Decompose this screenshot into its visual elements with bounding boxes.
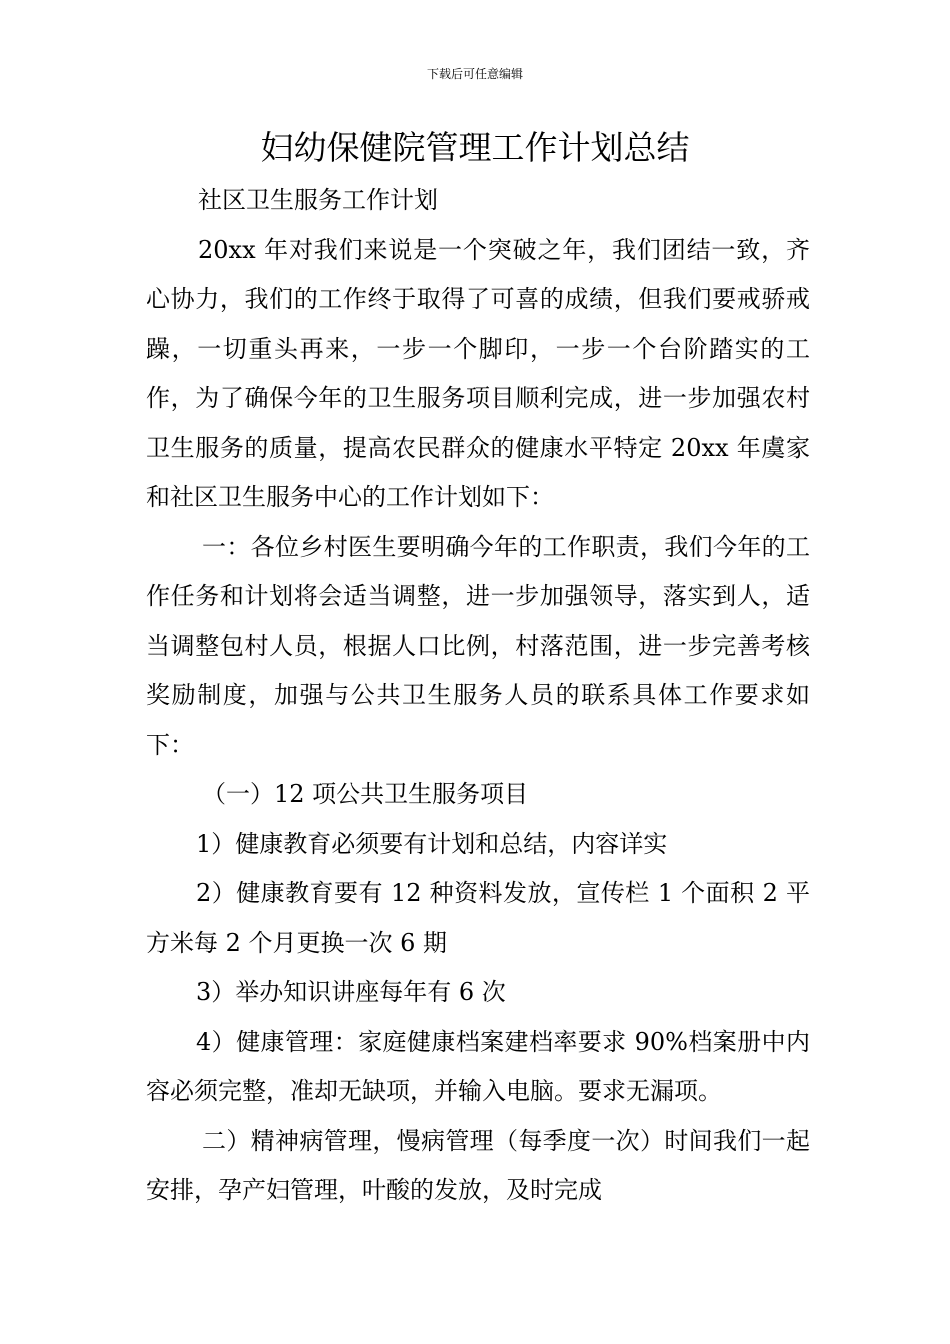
- list-item: 3）举办知识讲座每年有 6 次: [196, 978, 506, 1006]
- intro-paragraph: 20xx 年对我们来说是一个突破之年，我们团结一致，齐心协力，我们的工作终于取得了可喜的成绩，但我们要戒骄戒躁，一切重头再来，一步一个脚印，一步一个台阶踏实的工作，为了确保今年的卫生服务项目顺利完成，进一步加强农村卫生服务的质量，提高农民群众的健康水平特定 20xx 年虞家和社区卫生服务中心的工作计划如下：: [146, 235, 810, 511]
- section-heading: 社区卫生服务工作计划: [198, 186, 438, 214]
- list-item: 2）健康教育要有 12 种资料发放，宣传栏 1 个面积 2 平方米每 2 个月更换一次 6 期: [146, 879, 810, 957]
- paragraph-part-one: 一：各位乡村医生要明确今年的工作职责，我们今年的工作任务和计划将会适当调整，进一步加强领导，落实到人，适当调整包村人员，根据人口比例，村落范围，进一步完善考核奖励制度，加强与公共卫生服务人员的联系具体工作要求如下：: [146, 532, 810, 759]
- header-note: 下载后可任意编辑: [426, 67, 523, 81]
- list-item: 1）健康教育必须要有计划和总结，内容详实: [196, 829, 668, 858]
- paragraph-part-two: 二）精神病管理，慢病管理（每季度一次）时间我们一起安排，孕产妇管理，叶酸的发放，及时完成: [146, 1126, 810, 1204]
- list-item: 4）健康管理：家庭健康档案建档率要求 90%档案册中内容必须完整，准却无缺项，并输入电脑。要求无漏项。: [146, 1027, 810, 1105]
- document-body: [146, 176, 810, 1216]
- document-title: 妇幼保健院管理工作计划总结: [260, 128, 690, 167]
- subsection-heading: （一）12 项公共卫生服务项目: [202, 780, 529, 808]
